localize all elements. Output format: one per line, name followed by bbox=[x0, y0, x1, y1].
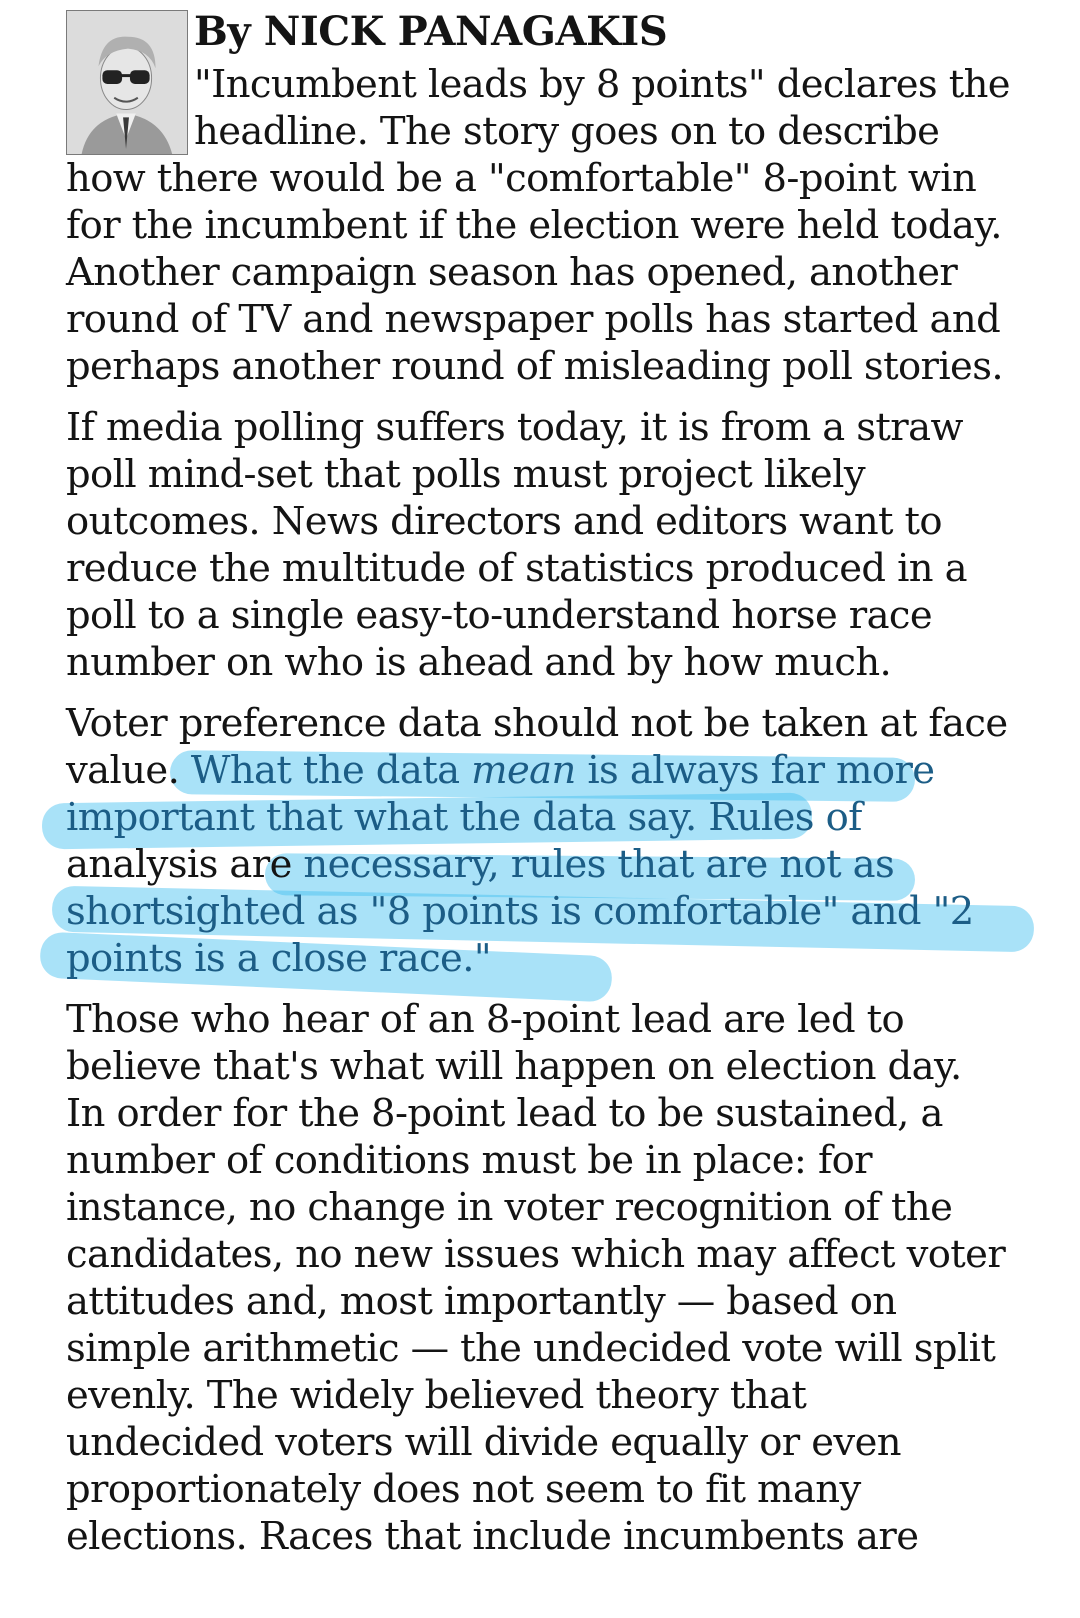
paragraph-line: for the incumbent if the election were held today. bbox=[66, 203, 1002, 248]
paragraph-line: If media polling suffers today, it is from a straw bbox=[66, 405, 963, 450]
highlighted-text: important that what the data say. Rules of bbox=[66, 795, 862, 840]
paragraph-line: attitudes and, most importantly — based on bbox=[66, 1279, 897, 1324]
paragraph-line: In order for the 8-point lead to be sustained, a bbox=[66, 1091, 943, 1136]
paragraph-line: outcomes. News directors and editors want to bbox=[66, 499, 942, 544]
paragraph-line: how there would be a "comfortable" 8-point win bbox=[66, 156, 977, 201]
paragraph-line: poll mind-set that polls must project likely bbox=[66, 452, 865, 497]
paragraph-line: poll to a single easy-to-understand horse race bbox=[66, 593, 933, 638]
highlighted-text: necessary, rules that are not as bbox=[303, 842, 895, 887]
paragraph-line: believe that's what will happen on election day. bbox=[66, 1044, 962, 1089]
paragraph-line: number on who is ahead and by how much. bbox=[66, 640, 892, 685]
paragraph-line: number of conditions must be in place: for bbox=[66, 1138, 872, 1183]
paragraph-line: candidates, no new issues which may affect voter bbox=[66, 1232, 1006, 1277]
paragraph-line: elections. Races that include incumbents are bbox=[66, 1514, 919, 1559]
highlighted-text: is always far more bbox=[575, 748, 935, 793]
paragraph-line: reduce the multitude of statistics produced in a bbox=[66, 546, 967, 591]
paragraph-1 bbox=[66, 61, 1016, 390]
paragraph-line bbox=[66, 935, 1016, 982]
highlighted-text: shortsighted as "8 points is comfortable" and "2 bbox=[66, 889, 974, 934]
paragraph-line: simple arithmetic — the undecided vote will split bbox=[66, 1326, 996, 1371]
text-segment: value. bbox=[66, 748, 191, 793]
paragraph-line: Those who hear of an 8-point lead are led to bbox=[66, 997, 905, 1042]
paragraph-line: "Incumbent leads by 8 points" declares the bbox=[194, 62, 1010, 107]
text-segment: analysis are bbox=[66, 842, 304, 887]
paragraph-line: Voter preference data should not be taken at face bbox=[66, 701, 1008, 746]
paragraph-line: Another campaign season has opened, another bbox=[66, 250, 958, 295]
paragraph-line: round of TV and newspaper polls has started and bbox=[66, 297, 1001, 342]
paragraph-4 bbox=[66, 996, 1016, 1560]
article-column bbox=[66, 0, 1016, 1560]
paragraph-line: evenly. The widely believed theory that bbox=[66, 1373, 807, 1418]
paragraph-2 bbox=[66, 404, 1016, 686]
byline: By NICK PANAGAKIS bbox=[194, 8, 668, 55]
paragraph-line bbox=[66, 888, 1016, 935]
paragraph-line bbox=[66, 747, 1016, 794]
paragraph-line: undecided voters will divide equally or even bbox=[66, 1420, 901, 1465]
paragraph-line bbox=[66, 841, 1016, 888]
paragraph-line: headline. The story goes on to describe bbox=[194, 109, 940, 154]
highlighted-text: What the data bbox=[190, 748, 472, 793]
paragraph-line: proportionately does not seem to fit many bbox=[66, 1467, 861, 1512]
paragraph-line: perhaps another round of misleading poll stories. bbox=[66, 344, 1004, 389]
highlighted-text: points is a close race." bbox=[66, 936, 491, 981]
paragraph-line: instance, no change in voter recognition of the bbox=[66, 1185, 953, 1230]
paragraph-line bbox=[66, 794, 1016, 841]
emphasized-word: mean bbox=[471, 748, 576, 793]
paragraph-3-highlighted bbox=[66, 700, 1016, 982]
